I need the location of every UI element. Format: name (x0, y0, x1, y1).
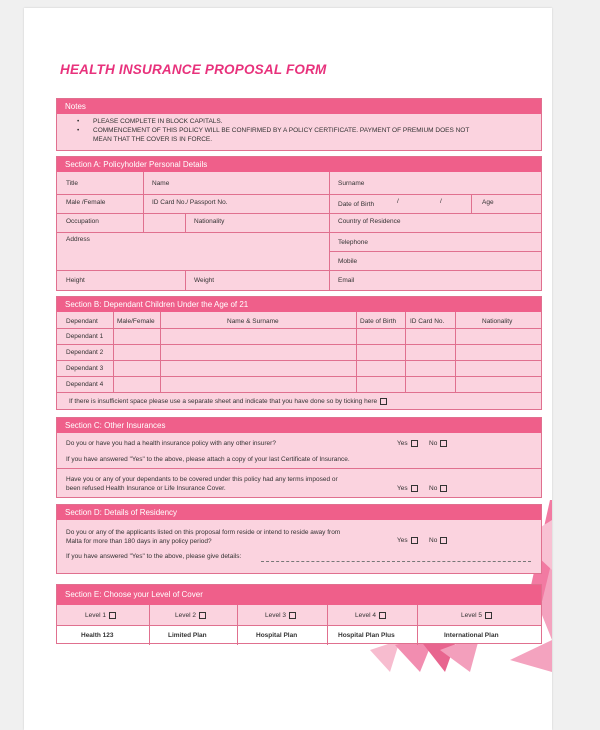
telephone-field-label: Telephone (338, 239, 368, 246)
level-1-label: Level 1 (85, 612, 106, 620)
refused-cover-question-line-2: been refused Health Insurance or Life Insurance Cover. (66, 485, 226, 492)
section-b (56, 296, 542, 410)
no-label: No (429, 485, 438, 493)
residency-yes-option (397, 537, 418, 544)
col-gender: Male/Female (117, 318, 155, 325)
age-field-label: Age (482, 199, 494, 206)
notes-section (56, 98, 542, 151)
residency-details-label: If you have answered "Yes" to the above, please give details: (66, 553, 242, 560)
residency-details-input[interactable] (261, 561, 531, 562)
residency-no-checkbox[interactable] (440, 537, 447, 544)
q1-no-checkbox[interactable] (440, 440, 447, 447)
plan-limited: Limited Plan (168, 632, 207, 639)
level-5-label: Level 5 (461, 612, 482, 620)
residency-no-option (429, 537, 447, 544)
section-e-header: Section E: Choose your Level of Cover (57, 585, 541, 605)
id-card-field-label: ID Card No./ Passport No. (152, 199, 228, 206)
col-name-surname: Name & Surname (227, 318, 279, 325)
level-2-label: Level 2 (175, 612, 196, 620)
level-4-option (355, 612, 386, 619)
section-a-header: Section A: Policyholder Personal Details (57, 157, 541, 172)
insufficient-space-text: If there is insufficient space please use a separate sheet and indicate that you have done so by ticking here (69, 398, 378, 406)
level-4-label: Level 4 (355, 612, 376, 620)
yes-label: Yes (397, 537, 408, 545)
yes-label: Yes (397, 485, 408, 493)
col-dependant: Dependant (66, 318, 98, 325)
level-5-checkbox[interactable] (485, 612, 492, 619)
no-label: No (429, 440, 438, 448)
section-c-header: Section C: Other Insurances (57, 418, 541, 433)
other-insurer-question: Do you or have you had a health insurance policy with any other insurer? (66, 440, 276, 447)
section-d-header: Section D: Details of Residency (57, 505, 541, 520)
level-3-label: Level 3 (265, 612, 286, 620)
section-e (56, 584, 542, 644)
q1-yes-option (397, 440, 418, 447)
gender-field-label: Male /Female (66, 199, 106, 206)
q2-yes-option (397, 485, 418, 492)
col-dob: Date of Birth (360, 318, 397, 325)
email-field-label: Email (338, 277, 355, 284)
note-2: COMMENCEMENT OF THIS POLICY WILL BE CONFIRMED BY A POLICY CERTIFICATE. PAYMENT OF PREMIUM DOES NOT (93, 127, 470, 134)
dob-field-label: Date of Birth (338, 201, 375, 208)
section-b-header: Section B: Dependant Children Under the Age of 21 (57, 297, 541, 312)
q2-no-checkbox[interactable] (440, 485, 447, 492)
plan-health-123: Health 123 (81, 632, 114, 639)
q2-yes-checkbox[interactable] (411, 485, 418, 492)
yes-label: Yes (397, 440, 408, 448)
certificate-note: If you have answered "Yes" to the above, please attach a copy of your last Certificate of Insurance. (66, 456, 350, 463)
insufficient-space-note (69, 398, 387, 405)
mobile-field-label: Mobile (338, 258, 358, 265)
q2-no-option (429, 485, 447, 492)
level-5-option (461, 612, 492, 619)
note-3: MEAN THAT THE COVER IS IN FORCE. (93, 136, 213, 143)
table-row: Dependant 1 (66, 333, 104, 340)
residency-yes-checkbox[interactable] (411, 537, 418, 544)
level-3-checkbox[interactable] (289, 612, 296, 619)
level-1-option (85, 612, 116, 619)
dob-slash: / (397, 198, 399, 205)
level-4-checkbox[interactable] (379, 612, 386, 619)
no-label: No (429, 537, 438, 545)
country-field-label: Country of Residence (338, 218, 401, 225)
plan-international: International Plan (444, 632, 499, 639)
section-c (56, 417, 542, 498)
notes-header: Notes (57, 99, 541, 114)
surname-field-label: Surname (338, 180, 365, 187)
bullet-icon: • (77, 127, 80, 134)
level-1-checkbox[interactable] (109, 612, 116, 619)
residency-question-line-1: Do you or any of the applicants listed on this proposal form reside or intend to reside away from (66, 529, 341, 536)
plan-hospital-plus: Hospital Plan Plus (338, 632, 395, 639)
height-field-label: Height (66, 277, 85, 284)
level-2-option (175, 612, 206, 619)
col-nationality: Nationality (482, 318, 513, 325)
table-row: Dependant 2 (66, 349, 104, 356)
dob-slash: / (440, 198, 442, 205)
bullet-icon: • (77, 118, 80, 125)
refused-cover-question-line-1: Have you or any of your dependants to be covered under this policy had any terms imposed or (66, 476, 338, 483)
separate-sheet-checkbox[interactable] (380, 398, 387, 405)
col-id-card: ID Card No. (410, 318, 445, 325)
q1-yes-checkbox[interactable] (411, 440, 418, 447)
q1-no-option (429, 440, 447, 447)
note-1: PLEASE COMPLETE IN BLOCK CAPITALS. (93, 118, 223, 125)
table-row: Dependant 4 (66, 381, 104, 388)
occupation-field-label: Occupation (66, 218, 99, 225)
section-d (56, 504, 542, 574)
section-a (56, 156, 542, 291)
level-3-option (265, 612, 296, 619)
level-2-checkbox[interactable] (199, 612, 206, 619)
nationality-field-label: Nationality (194, 218, 225, 225)
table-row: Dependant 3 (66, 365, 104, 372)
name-field-label: Name (152, 180, 170, 187)
title-field-label: Title (66, 180, 79, 187)
plan-hospital: Hospital Plan (256, 632, 298, 639)
page-title: HEALTH INSURANCE PROPOSAL FORM (60, 62, 327, 77)
address-field-label: Address (66, 236, 90, 243)
weight-field-label: Weight (194, 277, 215, 284)
residency-question-line-2: Malta for more than 180 days in any policy period? (66, 538, 212, 545)
